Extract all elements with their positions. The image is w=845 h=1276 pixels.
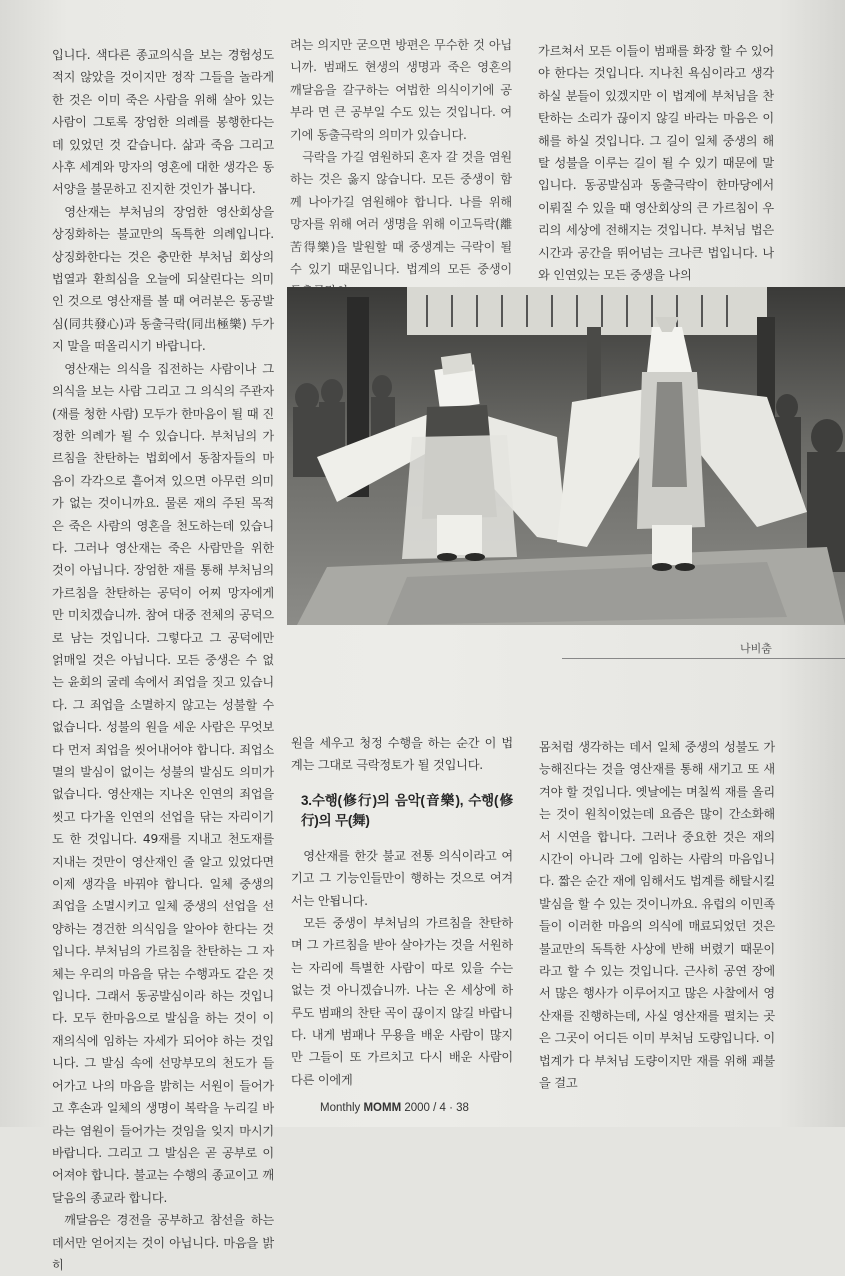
text-column-right-bottom — [539, 736, 775, 1095]
paragraph: 깨달음은 경전을 공부하고 참선을 하는데서만 얻어지는 것이 아닙니다. 마음을 밝히 — [52, 1213, 274, 1272]
paragraph: 몸처럼 생각하는 데서 일체 중생의 성불도 가능해진다는 것을 영산재를 통해 새기고 또 새겨야 할 것입니다. 옛날에는 며칠씩 재를 올리는 것이 원칙이었는데 요즘은 많이 간소화해서 시연을 합니다. 그러나 중요한 것은 재의 시간이 아니라 그에 임하는 사람의 마음입니다. 짧은 순간 재에 임해서도 법계를 해탈시킬 발심을 할 수 있는 것이니까요. 유럽의 이민족들이 이러한 마음의 의식에 매료되었던 것은 불교만의 독특한 사상에 반해 버렸기 때문이라고 할 수 있는 것입니다. 근사히 공연 장에서 많은 행사가 이루어지고 많은 사찰에서 영산재를 진행하는데, 사실 영산재를 펼치는 곳은 그곳이 어디든 이미 부처님 도량입니다. 이 법계가 다 부처님 도량이지만 재를 위해 괘불을 걸고 — [539, 740, 775, 1091]
photo-illustration — [287, 287, 845, 625]
paragraph: 모든 중생이 부처님의 가르침을 찬탄하며 그 가르침을 받아 살아가는 것을 서원하는 자리에 특별한 사람이 따로 있을 수는 없는 것 아니겠습니까. 나는 온 세상에 하루도 범패의 찬탄 곡이 끊이지 않길 바랍니다. 내게 범패나 무용을 배운 사람이 많지만 그들이 또 가르치고 다시 배운 사람이 다른 이에게 — [291, 916, 513, 1087]
paragraph: 극락을 가길 염원하되 혼자 갈 것을 염원하는 것은 옳지 않습니다. 모든 중생이 함께 나아가길 염원해야 합니다. 나를 위해 망자를 위해 여러 생명을 위해 이고득락(離苦得樂)을 발원할 때 중생계는 극락이 될 수 있기 때문입니다. 법계의 모든 중생이 — [290, 150, 512, 277]
paragraph: 려는 의지만 굳으면 방편은 무수한 것 아닙니까. 범패도 현생의 생명과 죽은 영혼의 깨달음을 갈구하는 여법한 의식이기에 공부라 면 큰 공부일 수도 있는 것입니다. 여기에 동출극락의 의미가 있습니다. — [290, 38, 512, 142]
paragraph: 가르쳐서 모든 이들이 범패를 화장 할 수 있어야 한다는 것입니다. 지나친 욕심이라고 생각하실 분들이 있겠지만 이 법계에 부처님을 찬탄하는 소리가 끊이지 않길 바라는 마음은 이해를 하실 것입니다. 그 길이 일체 중생의 해탈 성불을 이루는 길이 될 수 있기 때문에 말입니다. 동공발심과 동출극락이 한마당에서 이뤄질 수 있을 때 영산회상의 큰 가르침이 우리의 세상에 전해지는 것입니다. 부처님 법은 시간과 공간을 뛰어넘는 크나큰 법입니다. 나와 인연있는 모든 중생을 나의 — [538, 44, 774, 283]
paragraph: 영산재는 부처님의 장엄한 영산회상을 상징화하는 불교만의 독특한 의례입니다. 상징화한다는 것은 충만한 부처님 회상의 법열과 환희심을 오늘에 되살린다는 의미인 것으로 영산재를 볼 때 여러분은 동공발심(同共發心)과 동출극락(同出極樂) 두가지 말을 떠올리시기 바랍니다. — [52, 204, 274, 354]
footer-prefix: Monthly — [320, 1102, 364, 1114]
footer-issue: 2000 / 4 · 38 — [401, 1102, 469, 1114]
text-column-left — [52, 44, 274, 1276]
text-column-right-top — [538, 40, 774, 286]
magazine-brand: MOMM — [363, 1102, 402, 1114]
caption-divider — [562, 658, 845, 659]
paragraph: 입니다. 색다른 종교의식을 보는 경험성도 적지 않았을 것이지만 정작 그들을 놀라게 한 것은 이미 죽은 사람을 위해 살아 있는 사람이 그토록 장엄한 의례를 봉행한다는데 있었던 것 같습니다. 삶과 죽음 그리고 사후 세계와 망자의 영혼에 대한 생각은 동서양을 불문하고 진지한 것인가 봅니다. — [52, 48, 274, 197]
paragraph: 원을 세우고 청정 수행을 하는 순간 이 법계는 그대로 극락정토가 될 것입니다. — [291, 736, 513, 773]
section-heading: 3.수행(修行)의 음악(音樂), 수행(修行)의 무(舞) — [301, 792, 513, 828]
photo-caption: 나비춤 — [740, 642, 772, 655]
page-footer — [320, 1102, 469, 1114]
text-column-middle-bottom — [291, 732, 513, 1091]
text-column-middle-top — [290, 34, 512, 303]
paragraph: 영산재를 한갓 불교 전통 의식이라고 여기고 그 기능인들만이 행하는 것으로 여겨서는 안됩니다. — [291, 848, 513, 908]
butterfly-dance-photo — [287, 287, 845, 625]
paragraph: 영산재는 의식을 집전하는 사람이나 그 의식을 보는 사람 그리고 그 의식의 주관자(재를 청한 사람) 모두가 한마음이 될 때 진정한 의례가 될 수 있습니다. 부처님의 가르침을 찬탄하는 법회에서 동참자들의 마음이 각각으로 흩어져 있으면 아무런 의미가 없는 것이니까요. 물론 재의 주된 목적은 죽은 사람의 영혼을 천도하는데 있습니다. 그러나 영산재는 죽은 사람만을 위한 것이 아닙니다. 장엄한 재를 통해 부처님의 가르침을 찬탄하는 공덕이 어찌 망자에게만 미치겠습니까. 참여 대중 전체의 공덕으로 남는 것입니다. 그렇다고 그 공덕에만 얽매일 것은 아닙니다. 모든 중생은 수 없는 윤회의 굴레 속에서 죄업을 짓고 있습니다. 그 죄업을 소멸하지 않고는 성불할 수 없습니다. 성불의 원을 세운 사람은 무엇보다 먼저 죄업을 씻어내어야 합니다. 죄업소멸의 발심이 없이는 성불의 발심도 의미가 없습니다. 영산재는 지나온 인연의 죄업을 씻고 다가올 인연의 선업을 닦는 자리이기도 한 것입니다. 49재를 지내고 천도재를 지내는 것만이 영산재인 줄 알고 있었다면 이제 생각을 바꿔야 합니다. 일체 중생의 죄업을 소멸시키고 일체 중생의 선업을 선양하는 경건한 의식임을 알아야 한다는 것입니다. 부처님의 가르침을 찬탄하는 그 자체는 우리의 마음을 닦는 수행과도 같은 것입니다. 그래서 동공발심이라 하는 것입니다. 모두 한마음으로 발심을 하는 것이 이 재의식에 임하는 자세가 되어야 하는 것입니다. 그 발심 속에 선망부모의 천도가 들어가고 나의 마음을 밝히는 서원이 들어가고 후손과 일체의 생명이 복락을 누리길 바라는 염원이 들어가는 것임을 잊지 마시기 바랍니다. 그리고 그 발심은 곧 공부로 이어져야 합니다. 불교는 수행의 종교이고 깨달음의 종교라 합니다. — [52, 361, 274, 1205]
